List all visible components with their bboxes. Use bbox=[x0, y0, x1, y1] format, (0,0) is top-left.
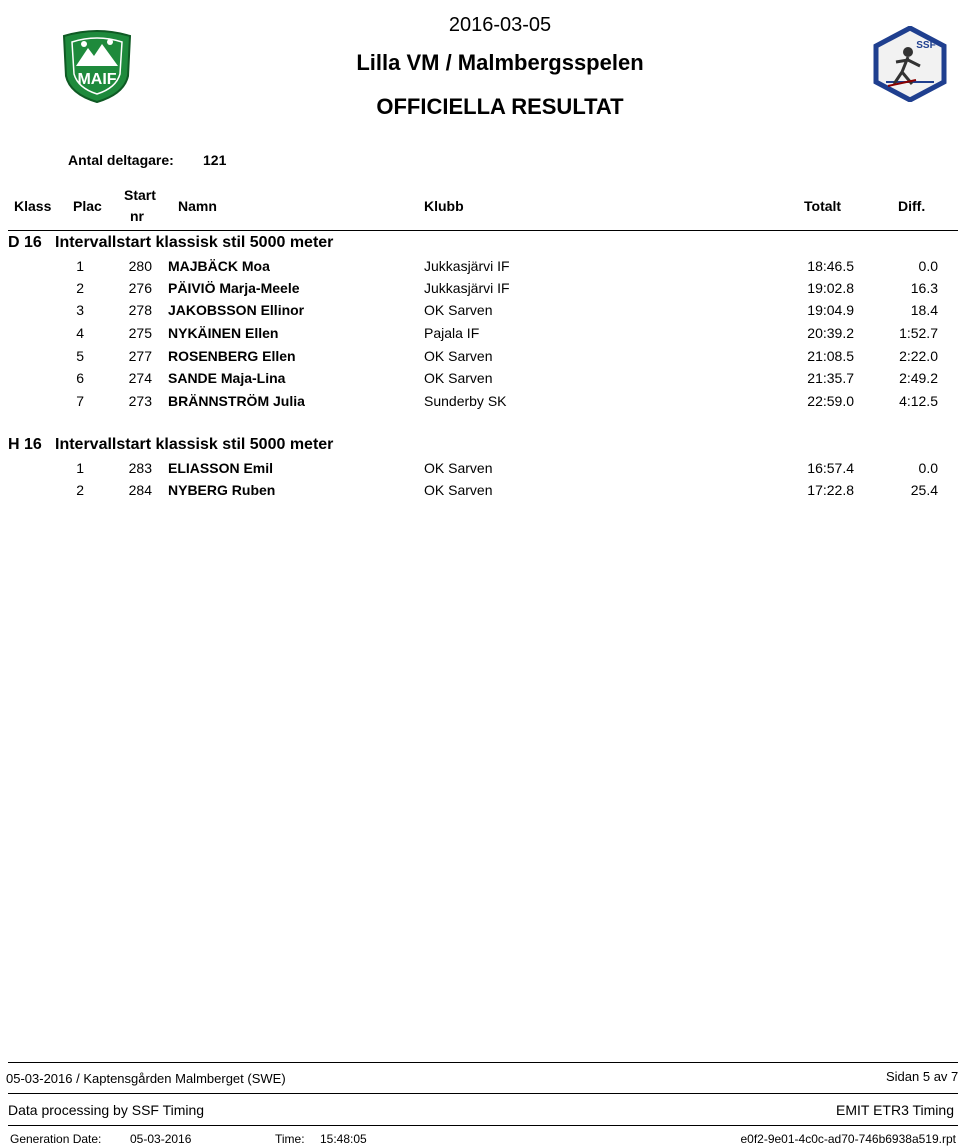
row-name: ROSENBERG Ellen bbox=[168, 348, 296, 364]
table-row bbox=[0, 460, 960, 482]
row-club: OK Sarven bbox=[424, 370, 493, 386]
row-diff: 0.0 bbox=[918, 258, 938, 274]
row-plac: 2 bbox=[76, 482, 84, 498]
row-diff: 25.4 bbox=[910, 482, 938, 498]
row-diff: 0.0 bbox=[918, 460, 938, 476]
table-row bbox=[0, 302, 960, 324]
col-plac: Plac bbox=[73, 198, 102, 214]
row-start: 275 bbox=[128, 325, 152, 341]
generation-time-label: Time: bbox=[275, 1132, 305, 1146]
row-start: 283 bbox=[128, 460, 152, 476]
footer-page: Sidan 5 av 7 bbox=[886, 1069, 959, 1084]
row-name: SANDE Maja-Lina bbox=[168, 370, 286, 386]
row-plac: 1 bbox=[76, 460, 84, 476]
row-club: Jukkasjärvi IF bbox=[424, 280, 510, 296]
row-total: 21:35.7 bbox=[807, 370, 854, 386]
footer-venue: 05-03-2016 / Kaptensgården Malmberget (SWE) bbox=[6, 1071, 286, 1086]
row-total: 17:22.8 bbox=[807, 482, 854, 498]
ssf-logo-text: SSF bbox=[916, 40, 936, 51]
row-total: 22:59.0 bbox=[807, 393, 854, 409]
col-start-line1: Start bbox=[124, 187, 156, 203]
maif-logo-text: MAIF bbox=[77, 71, 117, 88]
row-name: ELIASSON Emil bbox=[168, 460, 274, 476]
footer-divider-bottom bbox=[8, 1125, 958, 1126]
row-total: 16:57.4 bbox=[807, 460, 854, 476]
row-name: NYBERG Ruben bbox=[168, 482, 276, 498]
row-club: OK Sarven bbox=[424, 460, 493, 476]
row-name: PÄIVIÖ Marja-Meele bbox=[168, 280, 300, 296]
row-plac: 2 bbox=[76, 280, 84, 296]
report-date: 2016-03-05 bbox=[448, 14, 552, 36]
row-diff: 16.3 bbox=[910, 280, 938, 296]
row-name: JAKOBSSON Ellinor bbox=[168, 302, 305, 318]
event-title: Lilla VM / Malmbergsspelen bbox=[356, 50, 644, 75]
row-start: 284 bbox=[128, 482, 152, 498]
col-start-line2: nr bbox=[130, 208, 144, 224]
report-file-name: e0f2-9e01-4c0c-ad70-746b6938a519.rpt bbox=[740, 1132, 956, 1146]
row-diff: 1:52.7 bbox=[899, 325, 938, 341]
table-row bbox=[0, 325, 960, 347]
row-start: 273 bbox=[128, 393, 152, 409]
row-plac: 5 bbox=[76, 348, 84, 364]
generation-time: 15:48:05 bbox=[320, 1132, 367, 1146]
row-total: 21:08.5 bbox=[807, 348, 854, 364]
row-start: 277 bbox=[128, 348, 152, 364]
footer-timing: EMIT ETR3 Timing bbox=[836, 1102, 954, 1118]
table-row bbox=[0, 348, 960, 370]
row-name: BRÄNNSTRÖM Julia bbox=[168, 393, 305, 409]
col-diff: Diff. bbox=[898, 198, 926, 214]
col-totalt: Totalt bbox=[804, 198, 842, 214]
row-start: 274 bbox=[128, 370, 152, 386]
row-club: OK Sarven bbox=[424, 348, 493, 364]
row-diff: 2:22.0 bbox=[899, 348, 938, 364]
row-start: 280 bbox=[128, 258, 152, 274]
row-total: 20:39.2 bbox=[807, 325, 854, 341]
header-divider bbox=[8, 230, 958, 231]
official-results-title: OFFICIELLA RESULTAT bbox=[376, 94, 624, 119]
participants-count: 121 bbox=[203, 152, 227, 168]
footer-data-processing: Data processing by SSF Timing bbox=[8, 1102, 205, 1118]
section-klass: H 16 bbox=[8, 436, 42, 453]
row-plac: 7 bbox=[76, 393, 84, 409]
section-title: Intervallstart klassisk stil 5000 meter bbox=[55, 234, 334, 251]
row-club: OK Sarven bbox=[424, 482, 493, 498]
section-title: Intervallstart klassisk stil 5000 meter bbox=[55, 436, 334, 453]
row-club: OK Sarven bbox=[424, 302, 493, 318]
ssf-logo bbox=[872, 26, 948, 102]
footer-divider-mid bbox=[8, 1093, 958, 1094]
row-start: 276 bbox=[128, 280, 152, 296]
generation-date: 05-03-2016 bbox=[130, 1132, 192, 1146]
row-total: 19:04.9 bbox=[807, 302, 854, 318]
table-row bbox=[0, 258, 960, 280]
col-klubb: Klubb bbox=[424, 198, 464, 214]
table-row bbox=[0, 280, 960, 302]
row-diff: 18.4 bbox=[910, 302, 938, 318]
maif-logo bbox=[58, 26, 136, 104]
row-total: 19:02.8 bbox=[807, 280, 854, 296]
row-start: 278 bbox=[128, 302, 152, 318]
section-klass: D 16 bbox=[8, 234, 42, 251]
row-club: Jukkasjärvi IF bbox=[424, 258, 510, 274]
row-club: Pajala IF bbox=[424, 325, 480, 341]
generation-date-label: Generation Date: bbox=[10, 1132, 102, 1146]
row-plac: 1 bbox=[76, 258, 84, 274]
col-klass: Klass bbox=[14, 198, 52, 214]
footer-divider-top bbox=[8, 1062, 958, 1063]
table-row bbox=[0, 393, 960, 415]
row-name: NYKÄINEN Ellen bbox=[168, 325, 279, 341]
row-plac: 3 bbox=[76, 302, 84, 318]
row-total: 18:46.5 bbox=[807, 258, 854, 274]
row-diff: 2:49.2 bbox=[899, 370, 938, 386]
row-plac: 4 bbox=[76, 325, 84, 341]
participants-label: Antal deltagare: bbox=[68, 152, 174, 168]
col-namn: Namn bbox=[178, 198, 217, 214]
row-name: MAJBÄCK Moa bbox=[168, 258, 270, 274]
row-club: Sunderby SK bbox=[424, 393, 507, 409]
table-row bbox=[0, 482, 960, 504]
table-row bbox=[0, 370, 960, 392]
row-diff: 4:12.5 bbox=[899, 393, 938, 409]
row-plac: 6 bbox=[76, 370, 84, 386]
